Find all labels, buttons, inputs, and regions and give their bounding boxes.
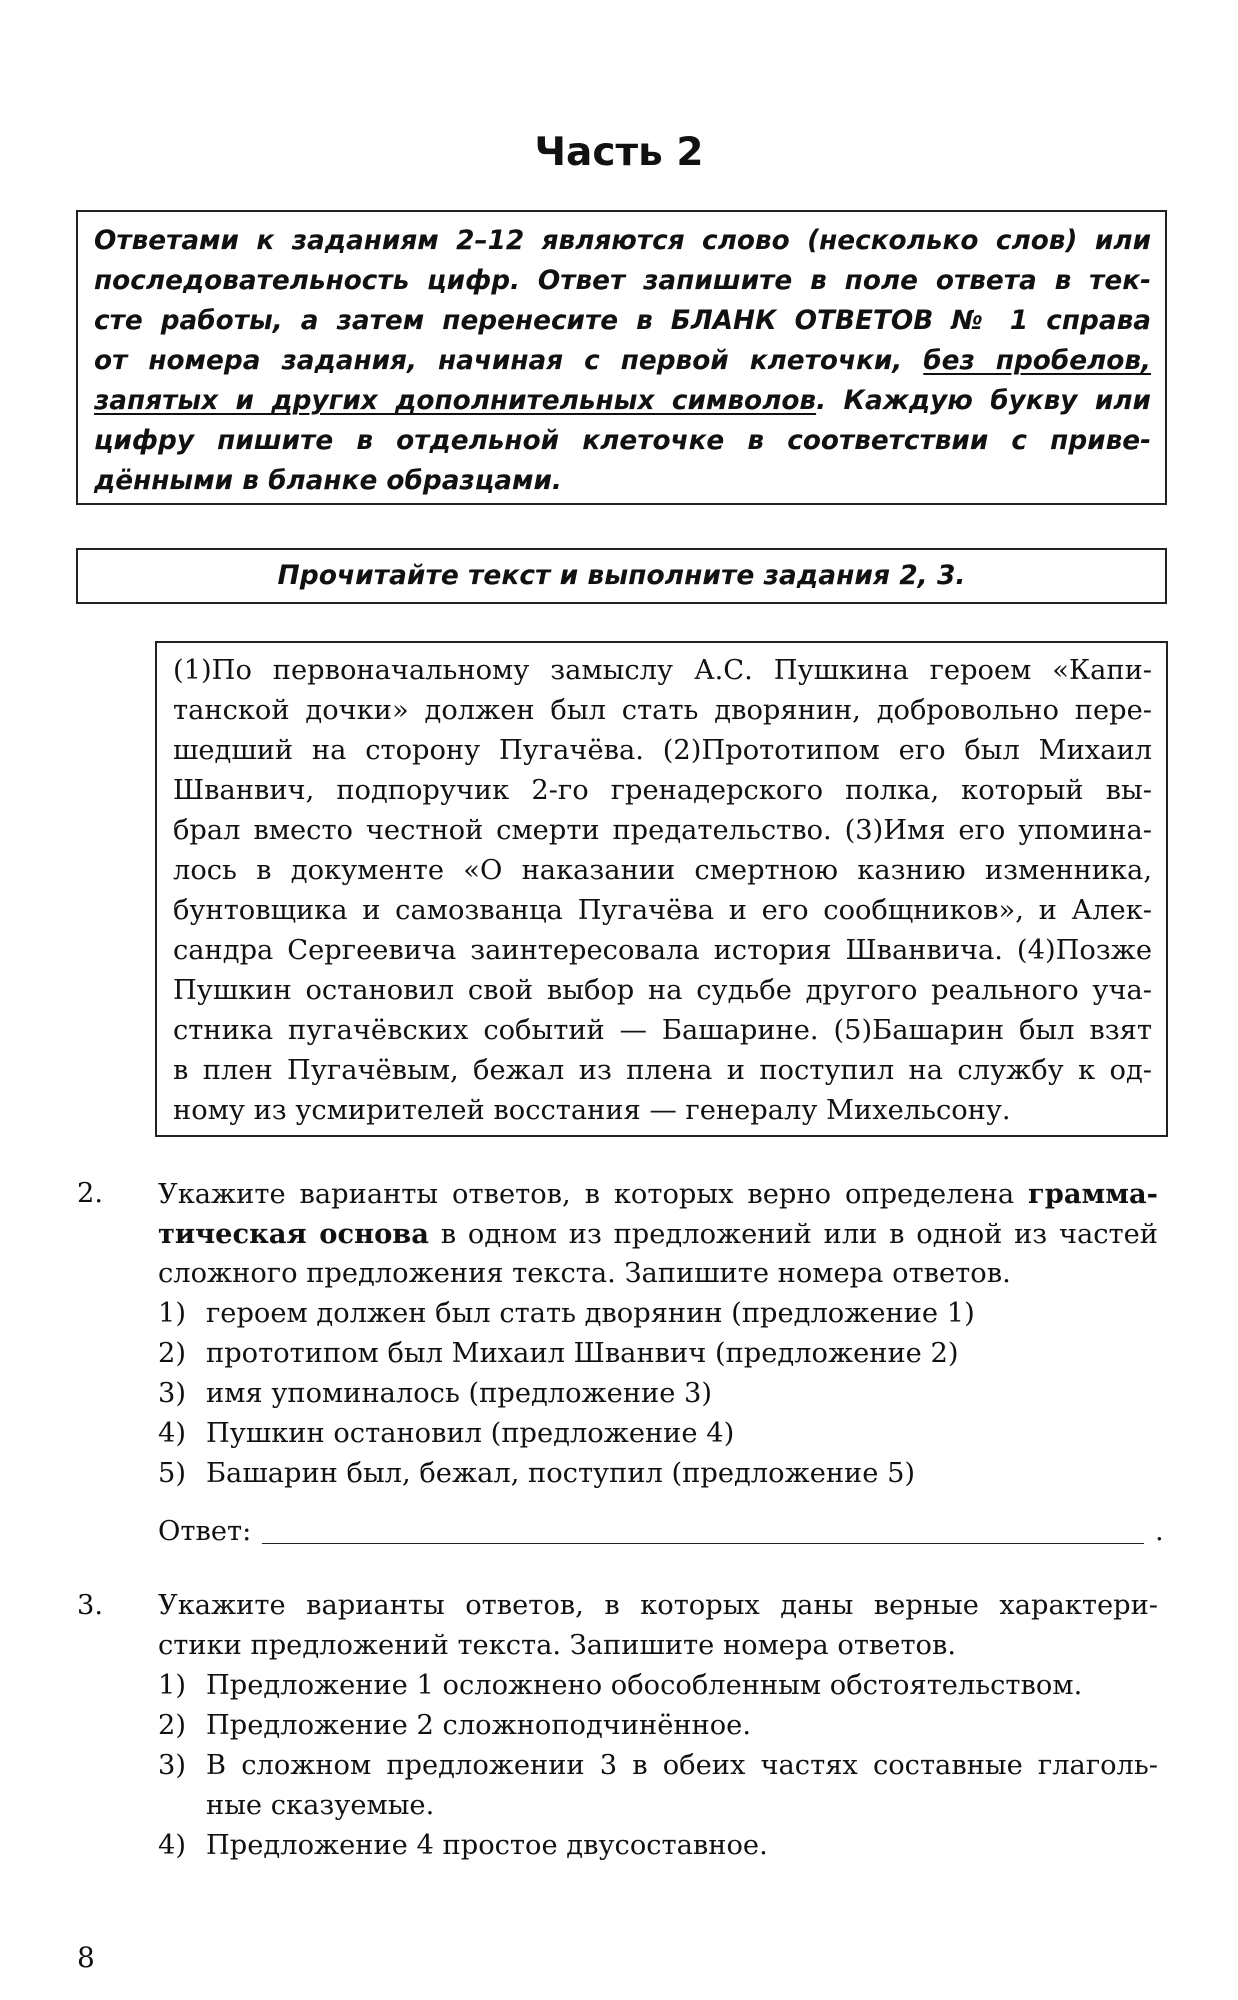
option-number: 1) [158, 1670, 187, 1701]
answer-option [158, 1666, 1158, 1706]
option-number: 2) [158, 1338, 187, 1369]
text-line: танской дочки» должен был стать дворянин, добровольно пере- [173, 695, 1152, 726]
answer-field[interactable] [262, 1543, 1144, 1544]
option-text: Башарин был, бежал, поступил (предложение 5) [206, 1458, 916, 1489]
answer-option [158, 1374, 1158, 1414]
option-text: Предложение 1 осложнено обособленным обстоятельством. [206, 1670, 1083, 1701]
answer-period: . [1155, 1516, 1164, 1547]
question-text-line: Укажите варианты ответов, в которых даны верные характери- [158, 1590, 1158, 1621]
answer-option [158, 1294, 1158, 1334]
instructions-line: последовательность цифр. Ответ запишите в поле ответа в тек- [94, 266, 1151, 296]
instructions-text: от номера задания, начиная с первой клеточки, [94, 346, 903, 376]
option-text: прототипом был Михаил Шванвич (предложение 2) [206, 1338, 959, 1369]
text-line: шедший на сторону Пугачёва. (2)Прототипом его был Михаил [173, 735, 1152, 766]
option-text: ные сказуемые. [206, 1790, 435, 1821]
question-number: 3. [77, 1590, 104, 1621]
option-number: 3) [158, 1378, 187, 1409]
question-text-line: сложного предложения текста. Запишите номера ответов. [158, 1258, 1011, 1289]
instructions-line: цифру пишите в отдельной клеточке в соответствии с приве- [94, 426, 1151, 456]
instructions-underlined-text: без пробелов, [923, 346, 1151, 376]
option-text: В сложном предложении 3 в обеих частях составные глаголь- [206, 1750, 1158, 1781]
answer-option [158, 1826, 1158, 1866]
instructions-box [76, 210, 1167, 505]
option-number: 4) [158, 1418, 187, 1449]
text-line: Шванвич, подпоручик 2-го гренадерского полка, который вы- [173, 775, 1152, 806]
option-number: 2) [158, 1710, 187, 1741]
text-line: лось в документе «О наказании смертною казнию изменника, [173, 855, 1152, 886]
instructions-underlined-text: запятых и других дополнительных символов [94, 386, 817, 416]
option-text: Предложение 2 сложноподчинённое. [206, 1710, 752, 1741]
text-line: (1)По первоначальному замыслу А.С. Пушкина героем «Капи- [173, 655, 1152, 686]
instructions-text: . Каждую букву или [816, 386, 1151, 416]
question-3 [77, 1586, 1172, 1916]
question-2 [77, 1174, 1172, 1504]
answer-option [158, 1706, 1158, 1746]
option-text: Предложение 4 простое двусоставное. [206, 1830, 768, 1861]
question-text-line [158, 1174, 1158, 1214]
option-text: имя упоминалось (предложение 3) [206, 1378, 713, 1409]
part-title: Часть 2 [534, 130, 704, 175]
option-number: 5) [158, 1458, 187, 1489]
option-number: 1) [158, 1298, 187, 1329]
option-text: героем должен был стать дворянин (предложение 1) [206, 1298, 975, 1329]
answer-option [158, 1746, 1158, 1786]
instructions-line: сте работы, а затем перенесите в БЛАНК ОТВЕТОВ № 1 справа [94, 306, 1151, 336]
question-text: в одном из предложений или в одной из частей [440, 1219, 1158, 1250]
option-number: 4) [158, 1830, 187, 1861]
text-line: бунтовщика и самозванца Пугачёва и его сообщников», и Алек- [173, 895, 1152, 926]
answer-label: Ответ: [158, 1516, 252, 1547]
answer-option [158, 1454, 1158, 1494]
text-line: брал вместо честной смерти предательство. (3)Имя его упомина- [173, 815, 1152, 846]
question-bold-text: тическая основа [158, 1218, 429, 1250]
option-text: Пушкин остановил (предложение 4) [206, 1418, 735, 1449]
answer-option [158, 1334, 1158, 1374]
text-line: стника пугачёвских событий — Башарине. (5)Башарин был взят [173, 1015, 1152, 1046]
text-line: в плен Пугачёвым, бежал из плена и поступил на службу к од- [173, 1055, 1152, 1086]
text-line: Пушкин остановил свой выбор на судьбе другого реального уча- [173, 975, 1152, 1006]
instructions-line: дёнными в бланке образцами. [94, 466, 562, 496]
question-bold-text: грамма- [1028, 1178, 1158, 1210]
question-number: 2. [77, 1178, 104, 1209]
instructions-line: Ответами к заданиям 2–12 являются слово (несколько слов) или [94, 226, 1151, 256]
answer-row [158, 1512, 1168, 1552]
question-text-line: стики предложений текста. Запишите номера ответов. [158, 1630, 957, 1661]
task-instruction: Прочитайте текст и выполните задания 2, 3. [76, 548, 1167, 604]
answer-option [158, 1414, 1158, 1454]
reading-text-box [155, 641, 1168, 1137]
question-text-line [158, 1214, 1158, 1254]
page-number: 8 [77, 1941, 95, 1974]
option-number: 3) [158, 1750, 187, 1781]
text-line: ному из усмирителей восстания — генералу Михельсону. [173, 1095, 1011, 1126]
text-line: сандра Сергеевича заинтересовала история Шванвича. (4)Позже [173, 935, 1152, 966]
instructions-line [94, 381, 1151, 421]
instructions-line [94, 341, 1151, 381]
answer-option-continuation [158, 1786, 1158, 1826]
question-text: Укажите варианты ответов, в которых верно определена [158, 1179, 1015, 1210]
